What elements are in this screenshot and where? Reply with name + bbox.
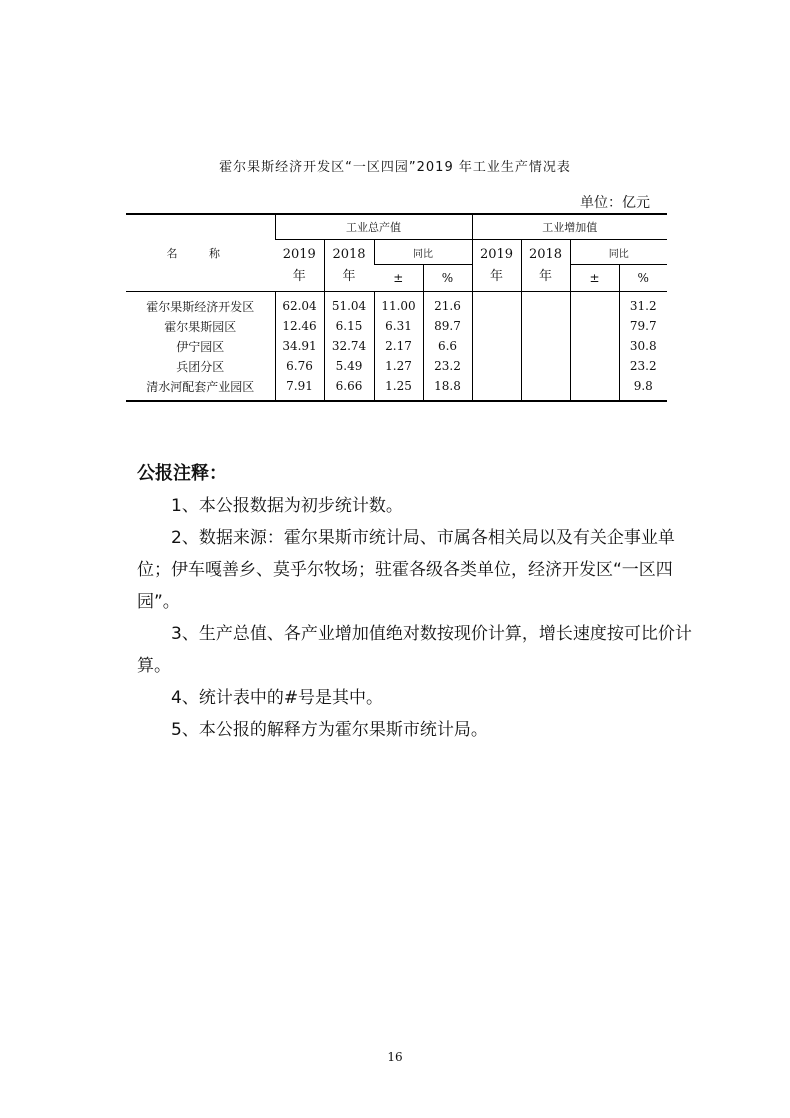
cell-added-2019 [472,356,521,376]
cell-output-pm: 2.17 [374,336,423,356]
header-output-2018: 2018 年 [324,240,374,292]
cell-output-pct: 21.6 [423,292,472,317]
unit-label: 单位：亿元 [580,195,650,211]
cell-added-pct: 9.8 [619,376,667,401]
header-name: 名 称 [126,214,275,292]
table-row [126,336,667,356]
cell-output-2018: 32.74 [324,336,374,356]
cell-added-pct: 23.2 [619,356,667,376]
page-number: 16 [387,1050,403,1064]
cell-output-pm: 6.31 [374,316,423,336]
bulletin-notes [137,458,697,746]
header-output-pm: ± [374,265,423,292]
cell-output-pct: 18.8 [423,376,472,401]
cell-added-pm [570,292,619,317]
table-row [126,316,667,336]
table-row [126,356,667,376]
cell-output-2018: 6.66 [324,376,374,401]
cell-output-pm: 11.00 [374,292,423,317]
industrial-production-table [126,213,667,402]
header-added-2018: 2018 年 [521,240,570,292]
cell-output-2019: 6.76 [275,356,324,376]
note-item: 4、统计表中的#号是其中。 [171,688,384,708]
row-name: 霍尔果斯经济开发区 [146,299,255,314]
header-added-group: 工业增加值 [472,214,667,240]
cell-added-pm [570,376,619,401]
note-item: 2、数据来源：霍尔果斯市统计局、市属各相关局以及有关企事业单位；伊车嘎善乡、莫乎尔牧场；驻霍各级各类单位，经济开发区“一区四园”。 [137,528,675,612]
cell-output-2019: 12.46 [275,316,324,336]
cell-added-pm [570,356,619,376]
cell-added-2018 [521,336,570,356]
cell-added-2018 [521,356,570,376]
note-item: 5、本公报的解释方为霍尔果斯市统计局。 [171,720,488,740]
cell-output-pct: 6.6 [423,336,472,356]
row-name: 清水河配套产业园区 [146,379,255,394]
header-added-pct: % [619,265,667,292]
header-output-group: 工业总产值 [275,214,472,240]
row-name: 兵团分区 [176,359,225,374]
cell-added-2018 [521,316,570,336]
row-name: 伊宁园区 [176,339,225,354]
cell-output-pct: 89.7 [423,316,472,336]
cell-added-pm [570,316,619,336]
row-name: 霍尔果斯园区 [164,319,237,334]
note-item: 1、本公报数据为初步统计数。 [171,496,403,516]
cell-added-2019 [472,336,521,356]
cell-output-2018: 6.15 [324,316,374,336]
table-row [126,376,667,401]
table-title: 霍尔果斯经济开发区“一区四园”2019 年工业生产情况表 [219,160,571,175]
cell-added-pct: 79.7 [619,316,667,336]
cell-output-2019: 7.91 [275,376,324,401]
header-added-yoy: 同比 [570,240,667,265]
cell-output-pm: 1.25 [374,376,423,401]
cell-added-pct: 30.8 [619,336,667,356]
cell-added-2018 [521,292,570,317]
cell-output-pm: 1.27 [374,356,423,376]
cell-output-pct: 23.2 [423,356,472,376]
header-output-2019: 2019 年 [275,240,324,292]
cell-added-2019 [472,316,521,336]
cell-output-2019: 34.91 [275,336,324,356]
cell-output-2018: 51.04 [324,292,374,317]
note-item: 3、生产总值、各产业增加值绝对数按现价计算，增长速度按可比价计算。 [137,624,692,676]
cell-output-2019: 62.04 [275,292,324,317]
table-row [126,292,667,317]
header-added-2019: 2019 年 [472,240,521,292]
header-output-yoy: 同比 [374,240,472,265]
cell-added-pct: 31.2 [619,292,667,317]
notes-heading: 公报注释： [137,463,227,484]
header-output-pct: % [423,265,472,292]
cell-added-2019 [472,376,521,401]
cell-output-2018: 5.49 [324,356,374,376]
cell-added-2019 [472,292,521,317]
cell-added-2018 [521,376,570,401]
cell-added-pm [570,336,619,356]
header-added-pm: ± [570,265,619,292]
